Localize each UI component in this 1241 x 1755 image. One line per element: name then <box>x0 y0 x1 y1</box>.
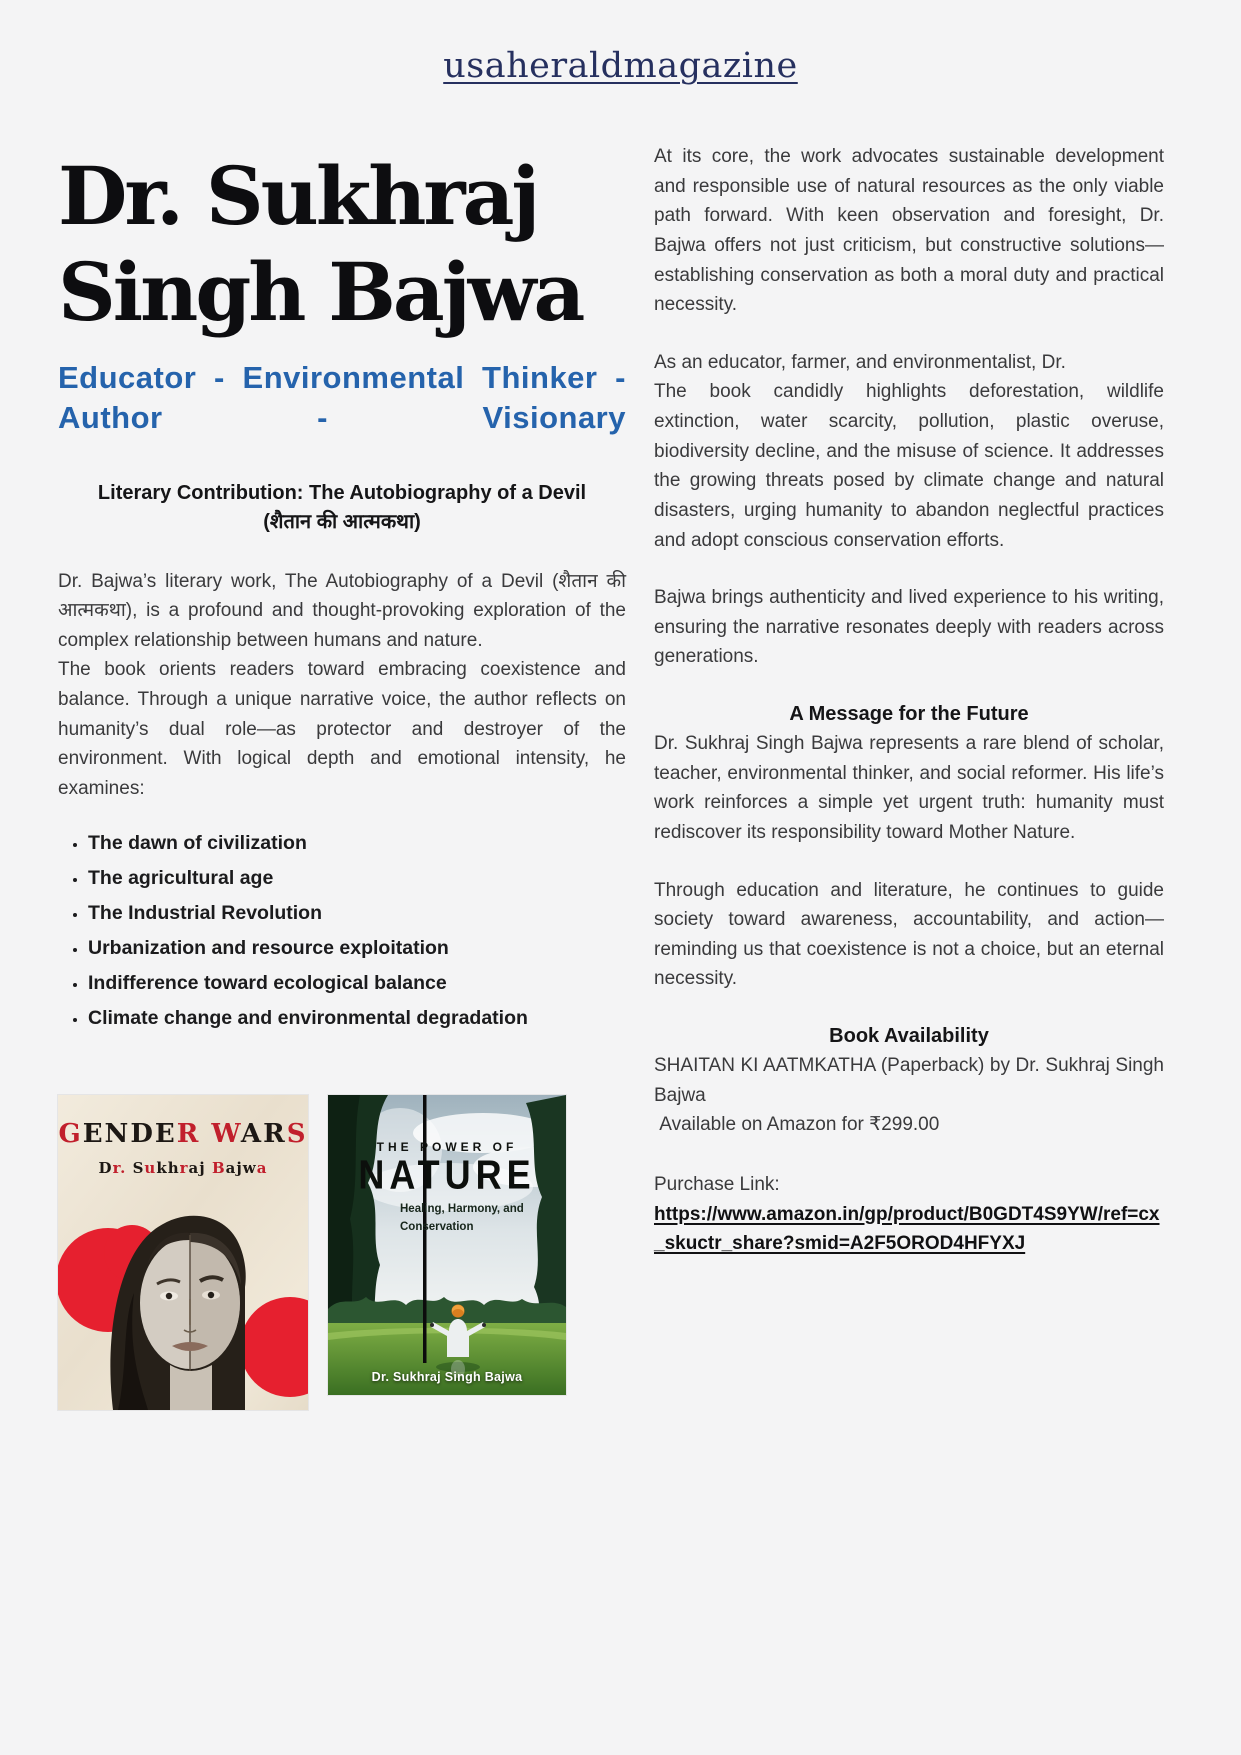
section-heading-line1: Literary Contribution: The Autobiography of a Devil <box>97 481 587 504</box>
right-para-educator-line1: As an educator, farmer, and environmentalist, Dr. <box>654 351 1066 373</box>
purchase-link-label: Purchase Link: <box>654 1173 780 1195</box>
article-title-line2: Singh Bajwa <box>58 245 583 339</box>
topic-bullet-item: • The Industrial Revolution <box>88 900 626 926</box>
right-para-rare-blend: Dr. Sukhraj Singh Bajwa represents a rare blend of scholar, teacher, environmental thinker, and social reformer. His life’s work reinforces a simple yet urgent truth: humanity must rediscover its responsibility toward Mother Nature. <box>654 733 1164 843</box>
left-para-literary-work: Dr. Bajwa’s literary work, The Autobiography of a Devil (शैतान की आत्मकथा), is a profound and thought-provoking exploration of the complex relationship between humans and nature. <box>58 570 626 651</box>
left-body <box>58 567 626 804</box>
right-para-authenticity: Bajwa brings authenticity and lived experience to his writing, ensuring the narrative resonates deeply with readers across generations. <box>654 587 1164 668</box>
gender-wars-artwork <box>58 1185 308 1410</box>
covers-row <box>58 1095 626 1410</box>
book-cover-power-of-nature <box>328 1095 566 1395</box>
left-column <box>58 124 626 1410</box>
article-title-line1: Dr. Sukhraj <box>58 149 538 243</box>
article-title <box>58 148 626 340</box>
article-subtitle: Educator - Environmental Thinker - Author - Visionary <box>58 360 626 436</box>
topics-list <box>58 830 626 1032</box>
masthead <box>0 0 1241 86</box>
topic-bullet-item: • Urbanization and resource exploitation <box>88 935 626 961</box>
site-title-link[interactable]: usaheraldmagazine <box>443 46 798 86</box>
gender-wars-title: GENDER WARS <box>58 1119 308 1150</box>
left-para-book-orients: The book orients readers toward embracing coexistence and balance. Through a unique narrative voice, the author reflects on humanity’s dual role—as protector and destroyer of the environment. With logical depth and emotional intensity, he examines: <box>58 659 626 799</box>
topic-bullet-item: • Climate change and environmental degradation <box>88 1005 626 1031</box>
topic-bullet-item: • The dawn of civilization <box>88 830 626 856</box>
power-of-nature-title: NATURE <box>358 1151 536 1198</box>
right-para-educator <box>654 348 1164 555</box>
section-heading-line2: (शैतान की आत्मकथा) <box>263 510 421 533</box>
gender-wars-author: Dr. Sukhraj Bajwa <box>98 1159 268 1178</box>
book-cover-gender-wars <box>58 1095 308 1410</box>
heading-message-future: A Message for the Future <box>789 703 1029 725</box>
power-of-nature-subtitle <box>400 1201 524 1237</box>
pn-subtitle-line2: Conservation <box>400 1221 474 1234</box>
right-para-educator-rest: The book candidly highlights deforestation, wildlife extinction, water scarcity, pollution, plastic overuse, biodiversity decline, and the misuse of science. It addresses the growing threats posed by climate change and natural disasters, urging humanity to abandon neglectful practices and adopt conscious conservation efforts. <box>654 381 1164 551</box>
article-columns <box>0 124 1241 1410</box>
purchase-link[interactable]: https://www.amazon.in/gp/product/B0GDT4S9YW/ref=cx_skuctr_share?smid=A2F5OROD4HFYXJ <box>654 1203 1160 1255</box>
right-para-core: At its core, the work advocates sustainable development and responsible use of natural resources as the only viable path forward. With keen observation and foresight, Dr. Bajwa offers not just criticism, but constructive solutions—establishing conservation as both a moral duty and practical necessity. <box>654 146 1164 316</box>
pn-subtitle-line1: Healing, Harmony, and <box>400 1203 524 1216</box>
heading-book-availability: Book Availability <box>829 1025 989 1047</box>
power-of-nature-kicker: THE POWER OF <box>376 1140 518 1155</box>
availability-price: Available on Amazon for ₹299.00 <box>654 1114 940 1136</box>
topic-bullet-item: • The agricultural age <box>88 865 626 891</box>
availability-text: SHAITAN KI AATMKATHA (Paperback) by Dr. Sukhraj Singh Bajwa <box>654 1055 1164 1106</box>
right-para-education-literature: Through education and literature, he continues to guide society toward awareness, accountability, and action—reminding us that coexistence is not a choice, but an eternal necessity. <box>654 879 1164 990</box>
section-heading <box>58 479 626 537</box>
topic-bullet-item: • Indifference toward ecological balance <box>88 970 626 996</box>
right-column <box>654 124 1164 1259</box>
power-of-nature-author: Dr. Sukhraj Singh Bajwa <box>371 1370 523 1385</box>
